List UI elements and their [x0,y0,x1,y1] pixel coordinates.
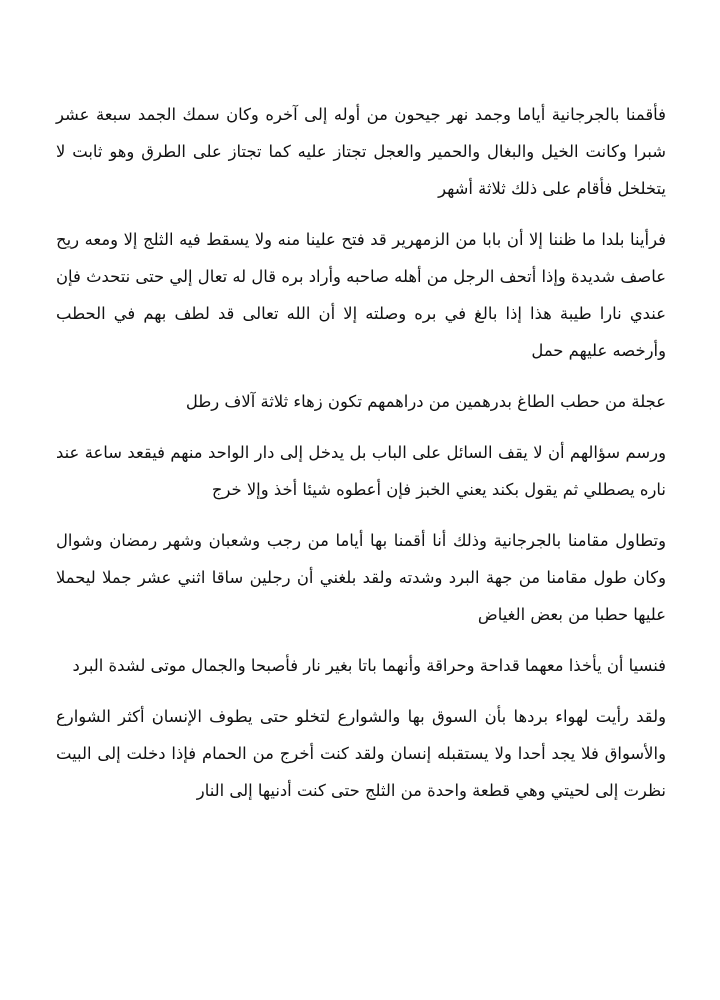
paragraph-4: ورسم سؤالهم أن لا يقف السائل على الباب بل يدخل إلى دار الواحد منهم فيقعد ساعة عند ناره يصطلي ثم يقول بكند يعني الخبز فإن أعطوه شيئا أخذ وإلا خرج [56,443,666,499]
paragraph-6: فنسيا أن يأخذا معهما قداحة وحراقة وأنهما باتا بغير نار فأصبحا والجمال موتى لشدة البرد [72,656,666,675]
paragraph-gap [56,684,666,698]
paragraph-3: عجلة من حطب الطاغ بدرهمين من دراهمهم تكون زهاء ثلاثة آلاف رطل [185,392,666,411]
document-body [56,96,666,809]
paragraph-gap [56,369,666,383]
paragraph-gap [56,633,666,647]
paragraph-gap [56,207,666,221]
paragraph-gap [56,420,666,434]
paragraph-5: وتطاول مقامنا بالجرجانية وذلك أنا أقمنا بها أياما من رجب وشعبان وشهر رمضان وشوال وكان طول مقامنا من جهة البرد وشدته ولقد بلغني أن رجلين ساقا اثني عشر جملا ليحملا عليها حطبا من بعض الغياض [56,531,666,624]
paragraph-1: فأقمنا بالجرجانية أياما وجمد نهر جيحون من أوله إلى آخره وكان سمك الجمد سبعة عشر شبرا وكانت الخيل والبغال والحمير والعجل تجتاز عليه كما تجتاز على الطرق وهو ثابت لا يتخلخل فأقام على ذلك ثلاثة أشهر [56,105,666,198]
paragraph-2: فرأينا بلدا ما ظننا إلا أن بابا من الزمهرير قد فتح علينا منه ولا يسقط فيه الثلج إلا ومعه ريح عاصف شديدة وإذا أتحف الرجل من أهله صاحبه وأراد بره قال له تعال إلي حتى نتحدث فإن عندي نارا طيبة هذا إذا بالغ في بره وصلته إلا أن الله تعالى قد لطف بهم في الحطب وأرخصه عليهم حمل [56,230,666,360]
paragraph-gap [56,508,666,522]
paragraph-7: ولقد رأيت لهواء بردها بأن السوق بها والشوارع لتخلو حتى يطوف الإنسان أكثر الشوارع والأسواق فلا يجد أحدا ولا يستقبله إنسان ولقد كنت أخرج من الحمام فإذا دخلت إلى البيت نظرت إلى لحيتي وهي قطعة واحدة من الثلج حتى كنت أدنيها إلى النار [56,707,666,800]
